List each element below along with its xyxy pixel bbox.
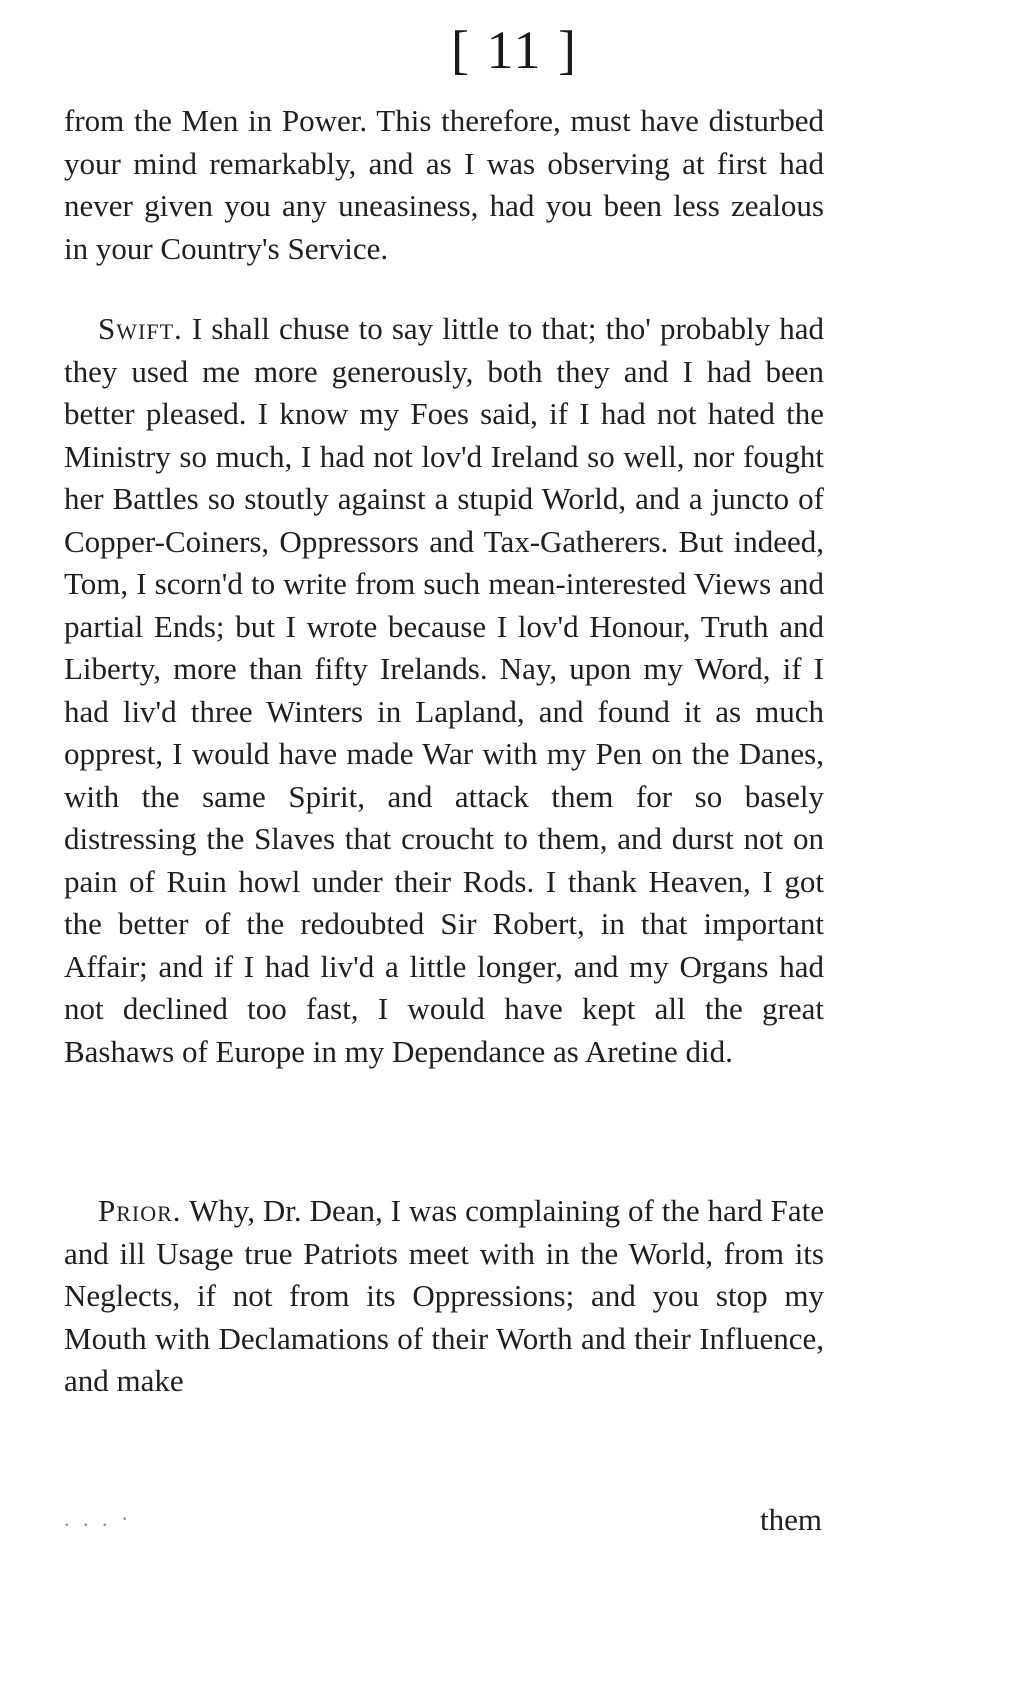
print-specks: . . . ·	[64, 1506, 133, 1531]
paragraph-2-body	[64, 308, 824, 1073]
paragraph-2	[64, 308, 824, 1073]
paragraph-3-text: Why, Dr. Dean, I was complaining of the hard Fate and ill Usage true Patriots meet with in the World, from its Neglects, if not from its Oppressions; and you stop my Mouth with Declamations of their Worth and their Influence, and make	[64, 1193, 824, 1398]
paragraph-1-text: from the Men in Power. This therefore, must have disturbed your mind remarkably, and as I was observing at first had never given you any uneasiness, had you been less zealous in your Country's Service.	[64, 103, 824, 266]
speaker-swift: Swift.	[98, 311, 183, 346]
paragraph-2-text: I shall chuse to say little to that; tho' probably had they used me more generously, both they and I had been better pleased. I know my Foes said, if I had not hated the Ministry so much, I had not lov'd Ireland so well, nor fought her Battles so stoutly against a stupid World, and a juncto of Copper-Coiners, Oppressors and Tax-Gatherers. But indeed, Tom, I scorn'd to write from such mean-interested Views and partial Ends; but I wrote because I lov'd Honour, Truth and Liberty, more than fifty Irelands. Nay, upon my Word, if I had liv'd three Winters in Lapland, and found it as much opprest, I would have made War with my Pen on the Danes, with the same Spirit, and attack them for so basely distressing the Slaves that croucht to them, and durst not on pain of Ruin howl under their Rods. I thank Heaven, I got the better of the redoubted Sir Robert, in that important Affair; and if I had liv'd a little longer, and my Organs had not declined too fast, I would have kept all the great Bashaws of Europe in my Dependance as Aretine did.	[64, 311, 825, 1069]
paragraph-1	[64, 100, 824, 270]
page-number: [ 11 ]	[451, 20, 578, 80]
catchword: them	[760, 1502, 822, 1537]
speaker-prior: Prior.	[98, 1193, 182, 1228]
paragraph-3-body	[64, 1190, 824, 1403]
paragraph-3	[64, 1190, 824, 1403]
